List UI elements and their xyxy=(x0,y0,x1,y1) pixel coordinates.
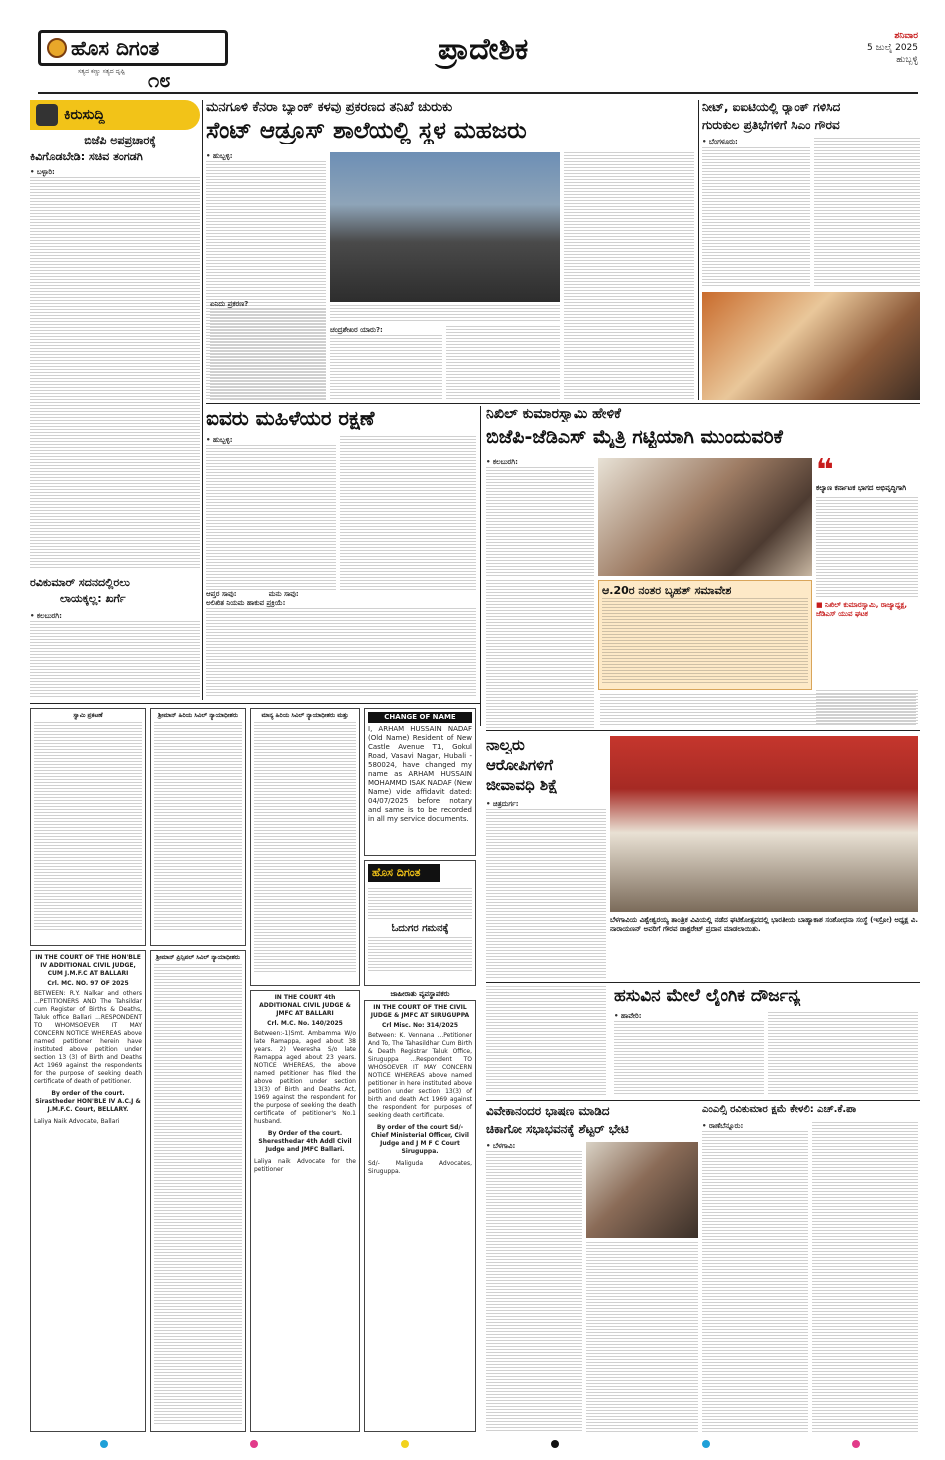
section-title: ಪ್ರಾದೇಶಿಕ xyxy=(438,32,529,67)
viv-lead: • ಬೆಳಗಾವಿ: xyxy=(486,1142,516,1150)
viv-headline-2: ಚಿಕಾಗೋ ಸಭಾಭವನಕ್ಕೆ ಶೆಟ್ಟರ್ ಭೇಟಿ xyxy=(486,1122,629,1136)
rank-lead: • ಬೆಂಗಳೂರು: xyxy=(702,138,738,146)
viv-photo xyxy=(586,1142,698,1238)
kirusuddi-body-1 xyxy=(30,168,200,570)
life-headline-3: ಜೀವಾವಧಿ ಶಿಕ್ಷೆ xyxy=(486,776,558,794)
dateline-date: 5 ಜುಲೈ 2025 xyxy=(867,43,918,53)
kirusuddi-headline-2: ಕಿವಿಗೊಡಬೇಡಿ: ಸಚಿವ ತಂಗಡಗಿ xyxy=(30,150,143,163)
logo-tagline: ಸತ್ಯದ ಕಣ್ಣು ಸತ್ಯದ ದೃಷ್ಟಿ xyxy=(78,68,126,75)
life-headline-1: ನಾಲ್ವರು xyxy=(486,736,525,754)
kirusuddi-lead-2: • ಕಲಬುರಗಿ: xyxy=(30,612,62,620)
quote-icon: ❝ xyxy=(816,453,834,488)
h-rule-ads xyxy=(30,703,480,704)
registration-marks xyxy=(100,1440,860,1450)
assault-lead: • ಹಾವೇರಿ: xyxy=(614,1012,642,1020)
women-sub-2: ಮನು ಸಾವು: xyxy=(268,590,299,598)
bank-photo-caption xyxy=(330,305,560,323)
reader-box-footer: ಜಾಹೀರಾತು ವ್ಯವಸ್ಥಾಪಕರು xyxy=(390,990,450,998)
column-rule-3 xyxy=(480,406,481,726)
rank-headline-2: ಗುರುಕುಲ ಪ್ರತಿಭೆಗಳಿಗೆ ಸಿಎಂ ಗೌರವ xyxy=(702,118,840,132)
women-headline: ಐವರು ಮಹಿಳೆಯರ ರಕ್ಷಣೆ xyxy=(206,406,375,430)
kirusuddi-headline-1: ಬಿಜೆಪಿ ಅಪಪ್ರಚಾರಕ್ಕೆ xyxy=(84,134,156,147)
kirusuddi-headline-4: ಲಾಯಕ್ಕಲ್ಲ: ಖರ್ಗೆ xyxy=(60,592,126,605)
bank-body-col5 xyxy=(564,152,694,400)
dateline-day: ಶನಿವಾರ xyxy=(894,31,918,41)
reader-box-title: ಓದುಗರ ಗಮನಕ್ಕೆ xyxy=(391,923,449,934)
life-caption: ಬೆಳಗಾವಿಯ ವಿಶ್ವೇಶ್ವರಯ್ಯ ತಾಂತ್ರಿಕ ವಿವಿಯಲ್ಲಿ ನಡೆದ ಘಟಿಕೋತ್ಸವದಲ್ಲಿ ಭಾರತೀಯ ಬಾಹ್ಯಾಕಾಶ ಸಂಶೋಧನಾ ಸಂಸ್ಥೆ (ಇಸ್ರೋ) ಅಧ್ಯಕ್ಷ ವಿ. ನಾರಾಯಣನ್ ಅವರಿಗೆ ಗೌರವ ಡಾಕ್ಟರೇಟ್ ಪ್ರದಾನ ಮಾಡಲಾಯಿತು. xyxy=(610,916,918,933)
assault-headline: ಹಸುವಿನ ಮೇಲೆ ಲೈಂಗಿಕ ದೌರ್ಜನ್ಯ xyxy=(614,986,801,1006)
rank-body-1 xyxy=(702,138,810,288)
bank-photo xyxy=(330,152,560,302)
bjp-headline: ಬಿಜೆಪಿ-ಜೆಡಿಎಸ್ ಮೈತ್ರಿ ಗಟ್ಟಿಯಾಗಿ ಮುಂದುವರಿಕೆ xyxy=(486,426,783,448)
h-rule-2 xyxy=(486,730,920,731)
assault-body-2 xyxy=(768,1012,918,1096)
change-of-name-ad: CHANGE OF NAME I, ARHAM HUSSAIN NADAF (Old Name) Resident of New Castle Avenue T1, Gokul Road, Vasavi Nagar, Hubali - 580024, have changed my name as ARHAM HUSSAIN MOHAMMD ISAK NADAF (New Name) vide affidavit dated: 04/07/2025 before notary and same is to be recorded in all my service documents. xyxy=(364,708,476,856)
bjp-quote-head: ಕಲ್ಯಾಣ ಕರ್ನಾಟಕ ಭಾಗದ ಅಭಿವೃದ್ಧಿಗಾಗಿ xyxy=(816,484,907,492)
bank-body-col2 xyxy=(210,300,326,400)
h-rule-3 xyxy=(486,982,920,983)
women-sub-1: ಆಪ್ತರ ಸಾವು: xyxy=(206,590,237,598)
life-body xyxy=(486,800,606,980)
kannada-ad-1: ಸ್ವಾಮಿ ಪ್ರಕಟಣೆ xyxy=(30,708,146,946)
bank-body-col3 xyxy=(330,326,442,400)
viv-body-1 xyxy=(486,1142,582,1432)
logo: ಹೊಸ ದಿಗಂತ xyxy=(38,30,228,66)
women-lead: • ಹುಬ್ಬಳ್ಳಿ: xyxy=(206,436,233,444)
mla-body-2 xyxy=(812,1122,918,1432)
bjp-kicker: ನಿಖಿಲ್ ಕುಮಾರಸ್ವಾಮಿ ಹೇಳಿಕೆ xyxy=(486,406,621,422)
bank-body-col4 xyxy=(446,326,560,400)
dateline-city: ಹುಬ್ಬಳ್ಳಿ xyxy=(896,55,918,65)
h-rule-1 xyxy=(206,403,920,404)
viv-headline-1: ವಿವೇಕಾನಂದರ ಭಾಷಣ ಮಾಡಿದ xyxy=(486,1104,610,1118)
bjp-body-4 xyxy=(816,690,918,726)
kirusuddi-banner: ಕಿರುಸುದ್ದಿ xyxy=(30,100,200,130)
column-rule-2 xyxy=(698,100,699,400)
bjp-body-2 xyxy=(486,580,594,730)
life-headline-2: ಆರೋಪಿಗಳಿಗೆ xyxy=(486,756,553,774)
column-rule xyxy=(202,100,203,700)
kannada-ad-2: ಶ್ರೀಮಾನ್ ಹಿರಿಯ ಸಿವಿಲ್ ನ್ಯಾಯಾಧೀಶರು xyxy=(150,708,246,946)
masthead-rule xyxy=(38,92,918,94)
bjp-photo xyxy=(598,458,812,576)
masthead xyxy=(38,30,918,95)
bjp-body-1 xyxy=(486,458,594,576)
h-rule-4 xyxy=(486,1100,920,1101)
assault-body-1 xyxy=(614,1012,764,1096)
bank-kicker: ಮನಗೂಳಿ ಕೆನರಾ ಬ್ಯಾಂಕ್ ಕಳವು ಪ್ರಕರಣದ ತನಿಖೆ ಚುರುಕು xyxy=(206,100,453,115)
reader-box-logo: ಹೊಸ ದಿಗಂತ xyxy=(368,864,440,882)
court-ad-3: IN THE COURT OF THE CIVIL JUDGE & JMFC AT SIRUGUPPA Crl Misc. No: 314/2025 Between: K. Vennana ...Petitioner And To, The Tahasildhar Cum Birth & Death Registrar Taluk Office, Siruguppa ...Respondent TO WHOSOEVER IT MAY CONCERN NOTICE WHEREAS above named petitioner in here instituted above petition under section 13(3) of birth and death Act 1969 against the respondent for purposes of seeking death certificate. By order of the court Sd/- Chief Ministerial Officer, Civil Judge and J M F C Court Siruguppa. Sd/- Maliguda Advocates, Siruguppa. xyxy=(364,1000,476,1432)
bank-sub-2: ಚಂದ್ರಶೇಖರ ಯಾರು?: xyxy=(330,326,383,334)
kirusuddi-lead-1: • ಬಳ್ಳಾರಿ: xyxy=(30,168,55,176)
kannada-ad-4: ಶ್ರೀಮಾನ್ ಪ್ರಿನ್ಸಿಪಲ್ ಸಿವಿಲ್ ನ್ಯಾಯಾಧೀಶರು xyxy=(150,950,246,1432)
bjp-quote-sign: ■ ನಿಖಿಲ್ ಕುಮಾರಸ್ವಾಮಿ, ರಾಜ್ಯಾಧ್ಯಕ್ಷ, ಜೆಡಿಎಸ್ ಯುವ ಘಟಕ xyxy=(816,601,908,618)
bank-lead: • ಹುಬ್ಬಳ್ಳಿ: xyxy=(206,152,233,160)
rank-photo xyxy=(702,292,920,400)
lamp-icon xyxy=(47,38,67,58)
rank-body-2 xyxy=(814,138,920,288)
life-lead: • ಚಿತ್ರದುರ್ಗ: xyxy=(486,800,519,808)
dateline xyxy=(816,30,918,66)
bjp-lead: • ಕಲಬುರಗಿ: xyxy=(486,458,518,466)
page-number: ೧೮ xyxy=(148,68,171,92)
women-body-3 xyxy=(206,590,476,706)
women-sub-3: ಅಲಿಖಿತ ನಿಯಮ ಹಾಕುವ ಪ್ರಕ್ರಿಯೆ: xyxy=(206,599,286,607)
reader-box xyxy=(364,860,476,986)
viv-body-2 xyxy=(586,1242,698,1432)
mla-body-1 xyxy=(702,1122,808,1432)
hand-icon xyxy=(36,104,58,126)
kannada-ad-3: ಮಾನ್ಯ ಹಿರಿಯ ಸಿವಿಲ್ ನ್ಯಾಯಾಧೀಶರು ಮತ್ತು xyxy=(250,708,360,986)
mla-lead: • ರಾಣೆಬೆನ್ನೂರು: xyxy=(702,1122,744,1130)
mla-headline: ಎಂಎಲ್ಸಿ ರವಿಕುಮಾರ ಕ್ಷಮೆ ಕೇಳಲಿ: ಎಚ್.ಕೆ.ಪಾ xyxy=(702,1104,857,1115)
kirusuddi-headline-3: ರವಿಕುಮಾರ್ ಸದನದಲ್ಲಿರಲು xyxy=(30,576,130,589)
rank-headline-1: ನೀಟ್, ಐಐಟಿಯಲ್ಲಿ ರ್‍ಯಾಂಕ್ ಗಳಿಸಿದ xyxy=(702,100,841,114)
bjp-box xyxy=(598,580,812,690)
court-ad-2: IN THE COURT 4th ADDITIONAL CIVIL JUDGE & JMFC AT BALLARI Crl. M.C. No. 140/2025 Between:-1)Smt. Ambamma W/o late Ramappa, aged about 38 years. 2) Veeresha S/o late Ramappa aged about 23 years. NOTICE WHEREAS, the above named petitioner has filed the above petition under section 13(3) of Birth and Deaths Act, 1969 against the respondent for the purpose of seeking the death certificate of petitioner's No.1 husband. By Order of the court. Sheresthedar 4th Addl Civil Judge and JMFC Ballari. Laliya naik Advocate for the petitioner xyxy=(250,990,360,1432)
life-body-2 xyxy=(486,986,606,1096)
bank-headline: ಸೆಂಟ್ ಆಡ್ರೂಸ್ ಶಾಲೆಯಲ್ಲಿ ಸ್ಥಳ ಮಹಜರು xyxy=(206,118,527,144)
bjp-quote xyxy=(816,453,918,686)
kirusuddi-body-2 xyxy=(30,612,200,698)
life-photo xyxy=(610,736,918,912)
bjp-box-title: ಆ.20ರ ನಂತರ ಬೃಹತ್ ಸಮಾವೇಶ xyxy=(602,584,732,597)
court-ad-1: IN THE COURT OF THE HON'BLE IV ADDITIONAL CIVIL JUDGE, CUM J.M.F.C AT BALLARI Crl. MC. NO. 97 OF 2025 BETWEEN: R.Y. Nalkar and others ...PETITIONERS AND The Tahsildar cum Register of Births & Deaths, Taluk office Ballari ...RESPONDENT TO WHOMSOEVER IT MAY CONCERN NOTICE WHEREAS above named petitioner herein have instituted above petition under section 13 (3) of Birth and Deaths Act 1969 against the respondents for the purpose of seeking death certificate of death of petitioner. By order of the court. Sirastheder HON'BLE IV A.C.J & J.M.F.C. Court, BELLARY. Laliya Naik Advocate, Ballari xyxy=(30,950,146,1432)
bank-sub-1: ಏನಿದು ಪ್ರಕರಣ? xyxy=(210,300,249,308)
